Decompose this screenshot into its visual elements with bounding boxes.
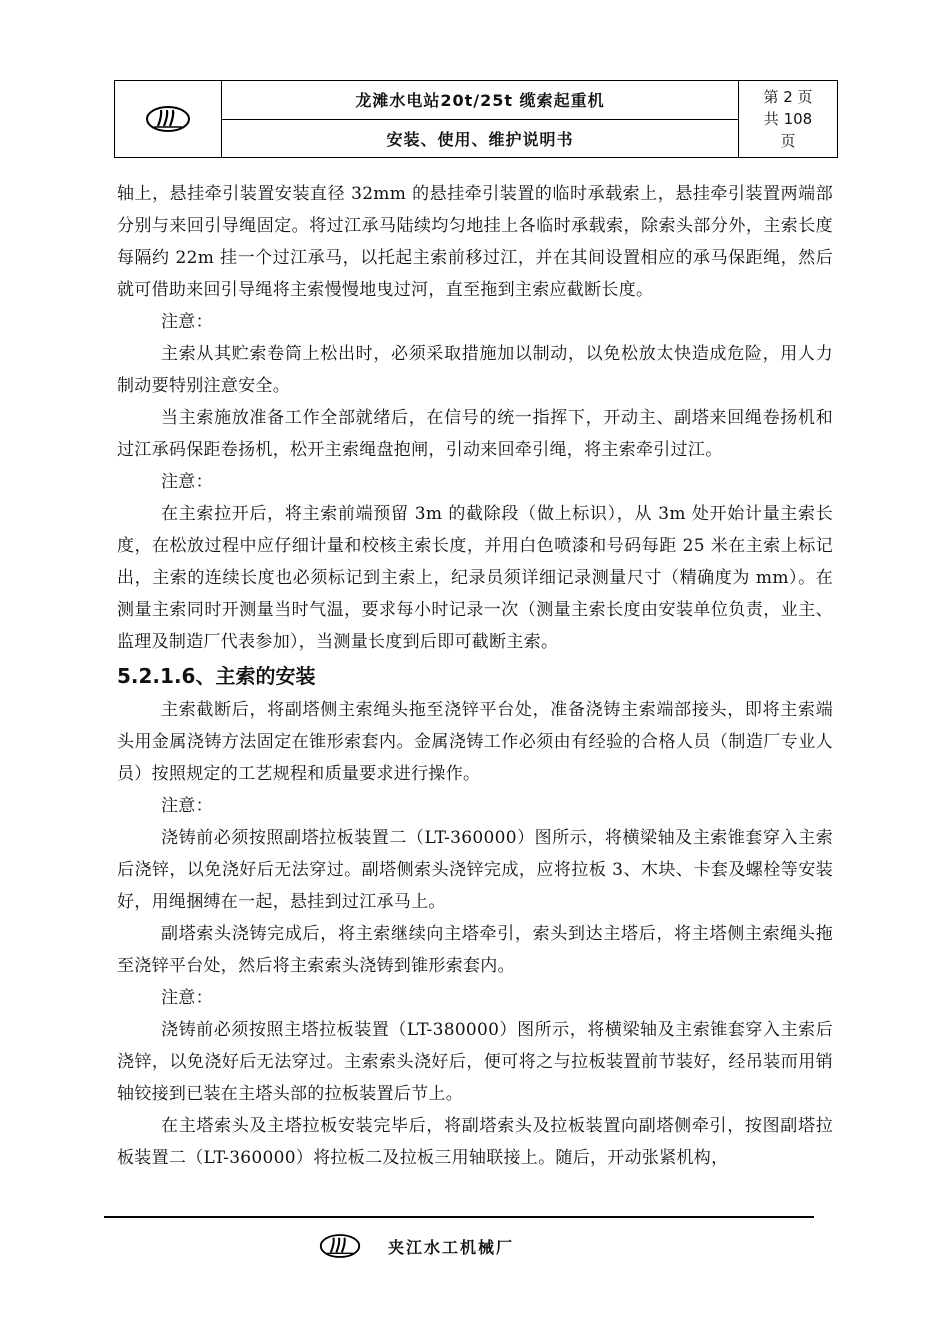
paragraph-1: 轴上，悬挂牵引装置安装直径 32mm 的悬挂牵引装置的临时承载索上，悬挂牵引装置两端部分别与来回引导绳固定。将过江承马陆续均匀地挂上各临时承载索，除索头部分外，主索长度每隔约 22m 挂一个过江承马，以托起主索前移过江，并在其间设置相应的承马保距绳，然后就可借助来回引导绳将主索慢慢地曳过河，直至拖到主索应截断长度。: [117, 184, 833, 300]
note-label-2: 注意：: [161, 472, 213, 492]
footer-divider: [104, 1216, 814, 1218]
document-subtitle: 安装、使用、维护说明书: [386, 129, 574, 149]
paragraph-8: 浇铸前必须按照主塔拉板装置（LT-380000）图所示，将横梁轴及主索锥套穿入主索后浇锌，以免浇好后无法穿过。主索索头浇好后，便可将之与拉板装置前节装好，经吊装而用销轴铰接到已装在主塔头部的拉板装置后节上。: [117, 1020, 833, 1104]
paragraph-6: 浇铸前必须按照副塔拉板装置二（LT-360000）图所示，将横梁轴及主索锥套穿入主索后浇锌，以免浇好后无法穿过。副塔侧索头浇锌完成，应将拉板 3、木块、卡套及螺栓等安装好，用绳捆缚在一起，悬挂到过江承马上。: [117, 828, 833, 912]
document-title: 龙滩水电站20t/25t 缆索起重机: [222, 81, 738, 120]
page-number-cell: [739, 81, 837, 157]
total-pages-suffix: 页: [780, 132, 796, 150]
footer-logo-icon: [318, 1232, 362, 1260]
note-label-4: 注意：: [161, 988, 213, 1008]
page-body: [117, 178, 833, 1174]
paragraph-7: 副塔索头浇铸完成后，将主索继续向主塔牵引，索头到达主塔后，将主塔侧主索绳头拖至浇锌平台处，然后将主索索头浇铸到锥形索套内。: [117, 924, 833, 976]
page-number: 第 2 页: [763, 88, 813, 106]
note-label-1: 注意：: [161, 312, 213, 332]
note-label-3: 注意：: [161, 796, 213, 816]
section-heading: 5.2.1.6、主索的安装: [117, 664, 316, 688]
header-title-cell: [222, 81, 739, 157]
paragraph-9: 在主塔索头及主塔拉板安装完毕后，将副塔索头及拉板装置向副塔侧牵引，按图副塔拉板装置二（LT-360000）将拉板二及拉板三用轴联接上。随后，开动张紧机构，: [117, 1116, 833, 1168]
paragraph-3: 当主索施放准备工作全部就绪后，在信号的统一指挥下，开动主、副塔来回绳卷扬机和过江承码保距卷扬机，松开主索绳盘抱闸，引动来回牵引绳，将主索牵引过江。: [117, 408, 833, 460]
paragraph-4: 在主索拉开后，将主索前端预留 3m 的截除段（做上标识），从 3m 处开始计量主索长度，在松放过程中应仔细计量和校核主索长度，并用白色喷漆和号码每距 25 米在主索上标记出，主索的连续长度也必须标记到主索上，纪录员须详细记录测量尺寸（精确度为 mm）。在测量主索同时开测量当时气温，要求每小时记录一次（测量主索长度由安装单位负责，业主、监理及制造厂代表参加），当测量长度到后即可截断主索。: [117, 504, 833, 652]
total-pages: 共 108: [763, 110, 813, 128]
header-table: [114, 80, 838, 158]
footer: [318, 1232, 514, 1260]
header-logo-cell: [115, 81, 222, 157]
paragraph-2: 主索从其贮索卷筒上松出时，必须采取措施加以制动，以免松放太快造成危险，用人力制动要特别注意安全。: [117, 344, 833, 396]
company-name: 夹江水工机械厂: [388, 1237, 515, 1257]
company-logo-icon: [144, 104, 192, 134]
paragraph-5: 主索截断后，将副塔侧主索绳头拖至浇锌平台处，准备浇铸主索端部接头，即将主索端头用金属浇铸方法固定在锥形索套内。金属浇铸工作必须由有经验的合格人员（制造厂专业人员）按照规定的工艺规程和质量要求进行操作。: [117, 700, 833, 784]
